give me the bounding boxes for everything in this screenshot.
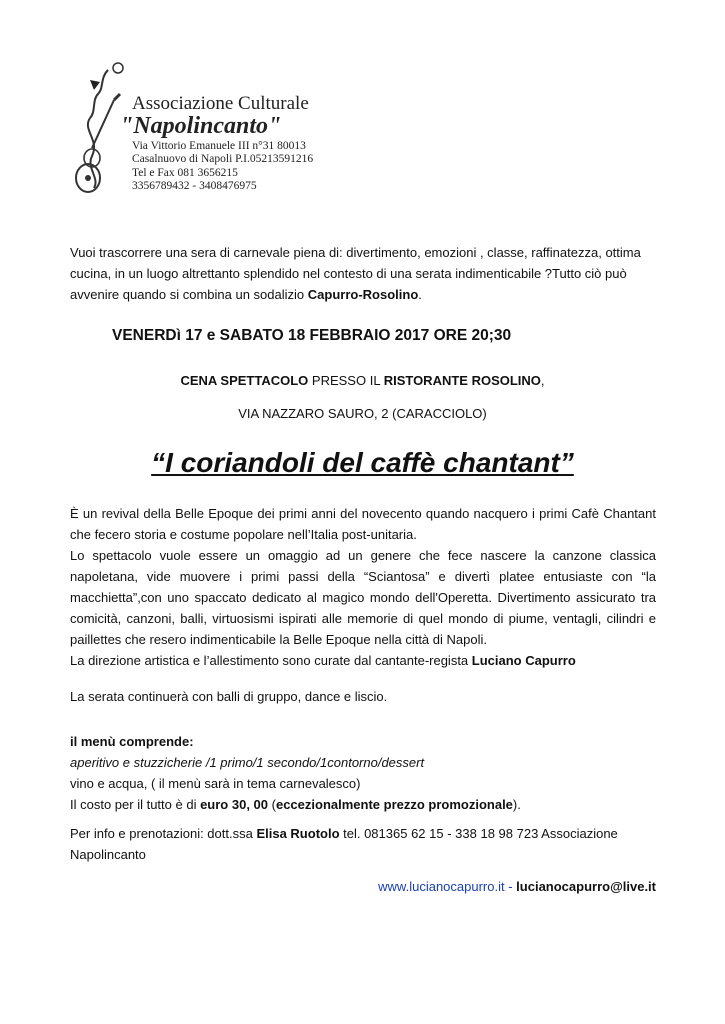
contact-info: [70, 823, 656, 865]
venue-bold1: CENA SPETTACOLO: [180, 373, 309, 388]
director-name: Luciano Capurro: [471, 653, 576, 668]
contact-pre: Per info e prenotazioni: dott.ssa: [70, 826, 257, 841]
description-p2: Lo spettacolo vuole essere un omaggio ad un genere che fece nascere la canzone classica napoletana, vide muovere i primi passi della “Sciantosa” e divertì platee entusiaste con “la macchietta”,con uno spaccato dedicato al magico mondo dell'Operetta. Divertimento assicurato tra comicità, canzoni, balli, virtuosismi ispirati alle memorie di quel mondo di piume, ventagli, cilindri e paillettes che resero indimenticabile la Belle Epoque nella città di Napoli.: [70, 548, 656, 647]
link-separator: -: [504, 879, 517, 894]
event-date: VENERDì 17 e SABATO 18 FEBBRAIO 2017 ORE 20;30: [112, 327, 512, 344]
venue-bold2: RISTORANTE ROSOLINO: [383, 373, 541, 388]
letterhead-org: Associazione Culturale: [132, 93, 309, 114]
cost-end: ).: [512, 797, 521, 812]
website-link[interactable]: www.lucianocapurro.it: [378, 879, 505, 894]
venue-end: ,: [540, 373, 545, 388]
menu-items: aperitivo e stuzzicherie /1 primo/1 secondo/1contorno/dessert: [70, 755, 425, 770]
description-p4: La serata continuerà con balli di gruppo, dance e liscio.: [70, 689, 388, 704]
letterhead-telfax: Tel e Fax 081 3656215: [132, 167, 238, 179]
email-link[interactable]: lucianocapurro@live.it: [516, 879, 656, 894]
contact-name: Elisa Ruotolo: [256, 826, 340, 841]
venue-mid: PRESSO IL: [308, 373, 384, 388]
intro-paragraph: [70, 242, 656, 305]
intro-text: Vuoi trascorrere una sera di carnevale piena di: divertimento, emozioni , classe, raffinatezza, ottima cucina, in un luogo altrettanto splendido nel contesto di una serata indimenticabile ?Tutto ciò può avvenire quando si combina un sodalizio: [70, 245, 641, 302]
letterhead-address: Via Vittorio Emanuele III n°31 80013: [132, 140, 306, 152]
description-p3-text: La direzione artistica e l’allestimento sono curate dal cantante-regista: [70, 653, 472, 668]
association-letterhead: [70, 60, 330, 200]
cost-mid: (: [268, 797, 276, 812]
description-p1: È un revival della Belle Epoque dei primi anni del novecento quando nacquero i primi Cafè Chantant che fecero storia e costume popolare nell’Italia post-unitaria.: [70, 506, 656, 542]
cost-price: euro 30, 00: [200, 797, 269, 812]
intro-bold: Capurro-Rosolino: [307, 287, 419, 302]
letterhead-city-vat: Casalnuovo di Napoli P.I.05213591216: [132, 153, 314, 165]
description-block: [70, 503, 656, 671]
menu-cost: [70, 794, 656, 815]
menu-drinks: vino e acqua, ( il menù sarà in tema carnevalesco): [70, 776, 361, 791]
contact-post: tel. 081365 62 15 - 338 18 98 723 Associazione Napolincanto: [70, 826, 618, 862]
letterhead-phones: 3356789432 - 3408476975: [132, 180, 257, 192]
event-title: “I coriandoli del caffè chantant”: [151, 447, 574, 478]
menu-block: [70, 731, 656, 815]
event-venue: [40, 370, 685, 391]
cost-pre: Il costo per il tutto è di: [70, 797, 201, 812]
cost-promo: eccezionalmente prezzo promozionale: [275, 797, 513, 812]
web-links: [70, 876, 656, 897]
event-address: VIA NAZZARO SAURO, 2 (CARACCIOLO): [238, 406, 487, 421]
menu-heading: il menù comprende:: [70, 734, 194, 749]
letterhead-name: "Napolincanto": [120, 113, 282, 139]
intro-end: .: [418, 287, 422, 302]
description-p3: [70, 650, 656, 671]
